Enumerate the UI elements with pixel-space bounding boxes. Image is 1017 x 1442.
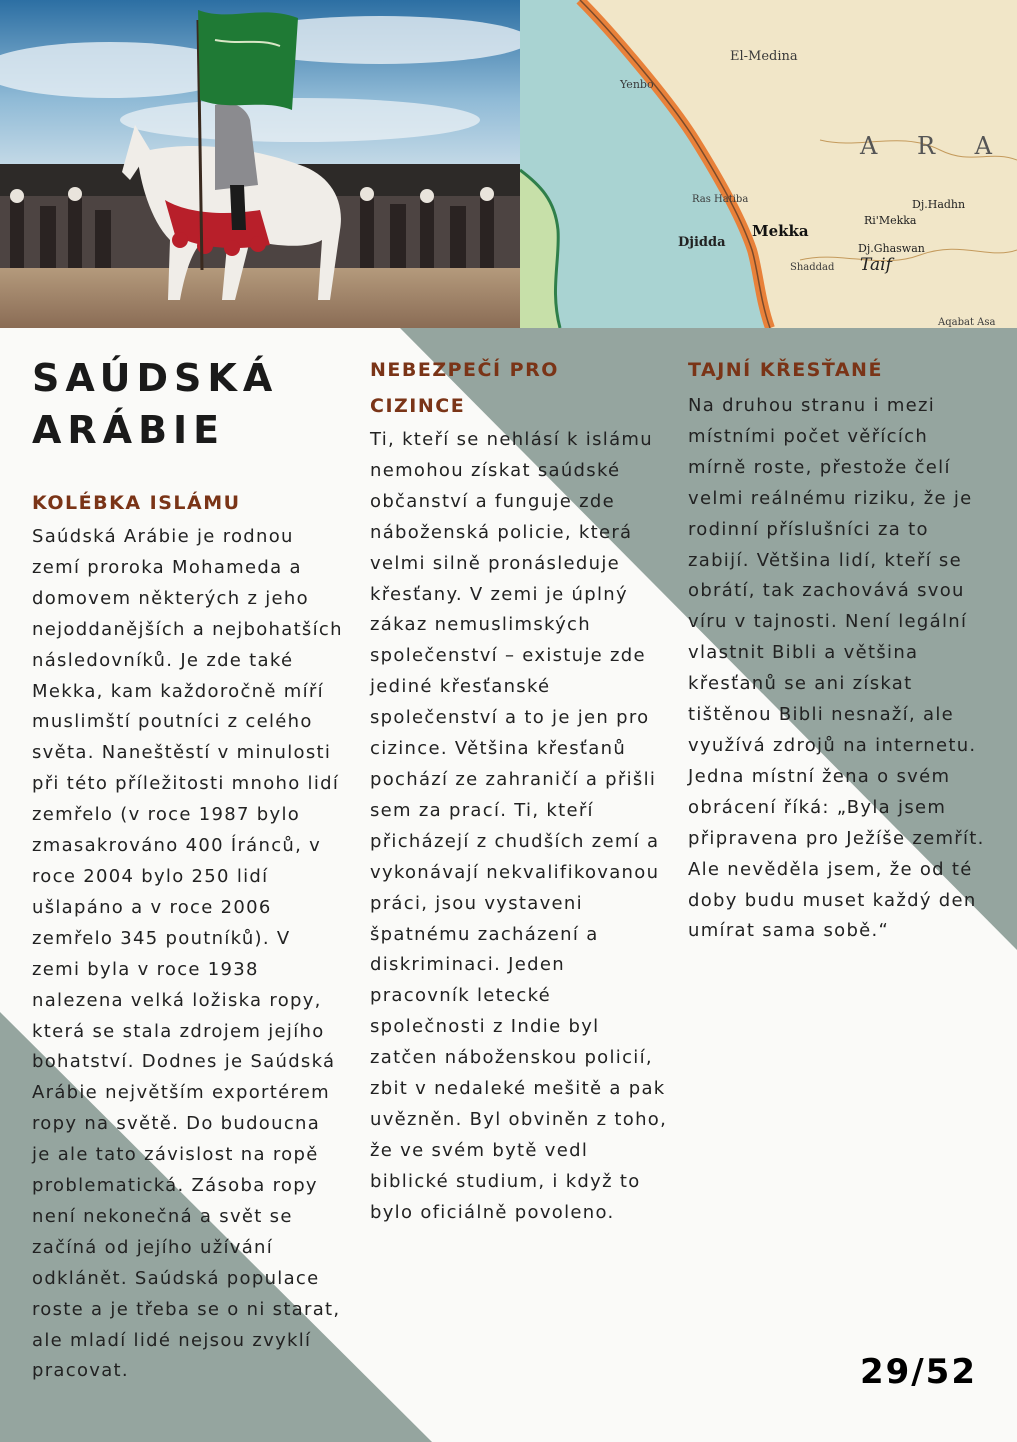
section-body-kolebka: Saúdská Arábie je rodnou zemí proroka Mohameda a domovem některých z jeho nejoddanějších a nejbohatších následovníků. Je zde také Mekka, kam každoročně míří muslimští poutníci z celého světa. Naneštěstí v minulosti při této příležitosti mnoho lidí zemřelo (v roce 1987 bylo zmasakrováno 400 Íránců, v roce 2004 bylo 250 lidí ušlapáno a v roce 2006 zemřelo 345 poutníků). V zemi byla v roce 1938 nalezena velká ložiska ropy, která se stala zdrojem jejího bohatství. Dodnes je Saúdská Arábie největším exportérem ropy na světě. Do budoucna je ale tato závislost na ropě problematická. Zásoba ropy není nekonečná a svět se začíná od jejího užívání odklánět. Saúdská populace roste a je třeba se o ni starat, ale mladí lidé nejsou zvyklí pracovat. xyxy=(32,526,343,1382)
section-body-tajni: Na druhou stranu i mezi místními počet věřících mírně roste, přestože čelí velmi reálnému riziku, že je rodinní příslušníci za to zabijí. Většina lidí, kteří se obrátí, tak zachovává svou víru v tajnosti. Není legální vlastnit Bibli a většina křesťanů se ani získat tištěnou Bibli nesnaží, ale využívá zdrojů na internetu. Jedna místní žena o svém obrácení říká: „Byla jsem připravena pro Ježíše zemřít. Ale nevěděla jsem, že od té doby budu muset každý den umírat sama sobě.“ xyxy=(688,395,985,942)
section-heading-nebezpeci: NEBEZPEČÍ PRO CIZINCE xyxy=(370,359,559,417)
title-line-2: ARÁBIE xyxy=(32,408,226,452)
map-label-region: A R A xyxy=(860,132,1008,160)
vintage-map-image xyxy=(520,0,1017,328)
page-title xyxy=(32,352,278,456)
section-heading-kolebka: KOLÉBKA ISLÁMU xyxy=(32,492,241,514)
map-label: Mekka xyxy=(752,222,809,240)
region-map xyxy=(520,0,1017,328)
map-label: Ri'Mekka xyxy=(864,214,917,227)
horseman-with-flag-image xyxy=(0,0,520,328)
map-label: Dj.Ghaswan xyxy=(858,242,925,255)
title-line-1: SAÚDSKÁ xyxy=(32,356,279,400)
map-label: Aqabat Asa xyxy=(938,317,996,328)
map-label: Shaddad xyxy=(790,262,835,273)
map-label: Yenbo xyxy=(620,78,654,91)
section-heading-tajni: TAJNÍ KŘESŤANÉ xyxy=(688,359,883,381)
map-label: Ras Hatiba xyxy=(692,194,749,205)
section-body-nebezpeci: Ti, kteří se nehlásí k islámu nemohou získat saúdské občanství a funguje zde náboženská policie, která velmi silně pronásleduje křesťany. V zemi je úplný zákaz nemuslimských společenství – existuje zde jediné křesťanské společenství a to je jen pro cizince. Většina křesťanů pochází ze zahraničí a přišli sem za prací. Ti, kteří přicházejí z chudších zemí a vykonávají nekvalifikovanou práci, jsou vystaveni špatnému zacházení a diskriminaci. Jeden pracovník letecké společnosti z Indie byl zatčen náboženskou policií, zbit v nedaleké mešitě a pak uvězněn. Byl obviněn z toho, že ve svém bytě vedl biblické studium, i když to bylo oficiálně povoleno. xyxy=(370,429,668,1223)
map-label: El-Medina xyxy=(730,49,798,64)
page-number: 29/52 xyxy=(859,1352,977,1392)
map-label: Dj.Hadhn xyxy=(912,198,966,211)
horseman-photo xyxy=(0,0,520,328)
map-label: Taif xyxy=(860,255,892,275)
map-label: Djidda xyxy=(678,235,726,250)
